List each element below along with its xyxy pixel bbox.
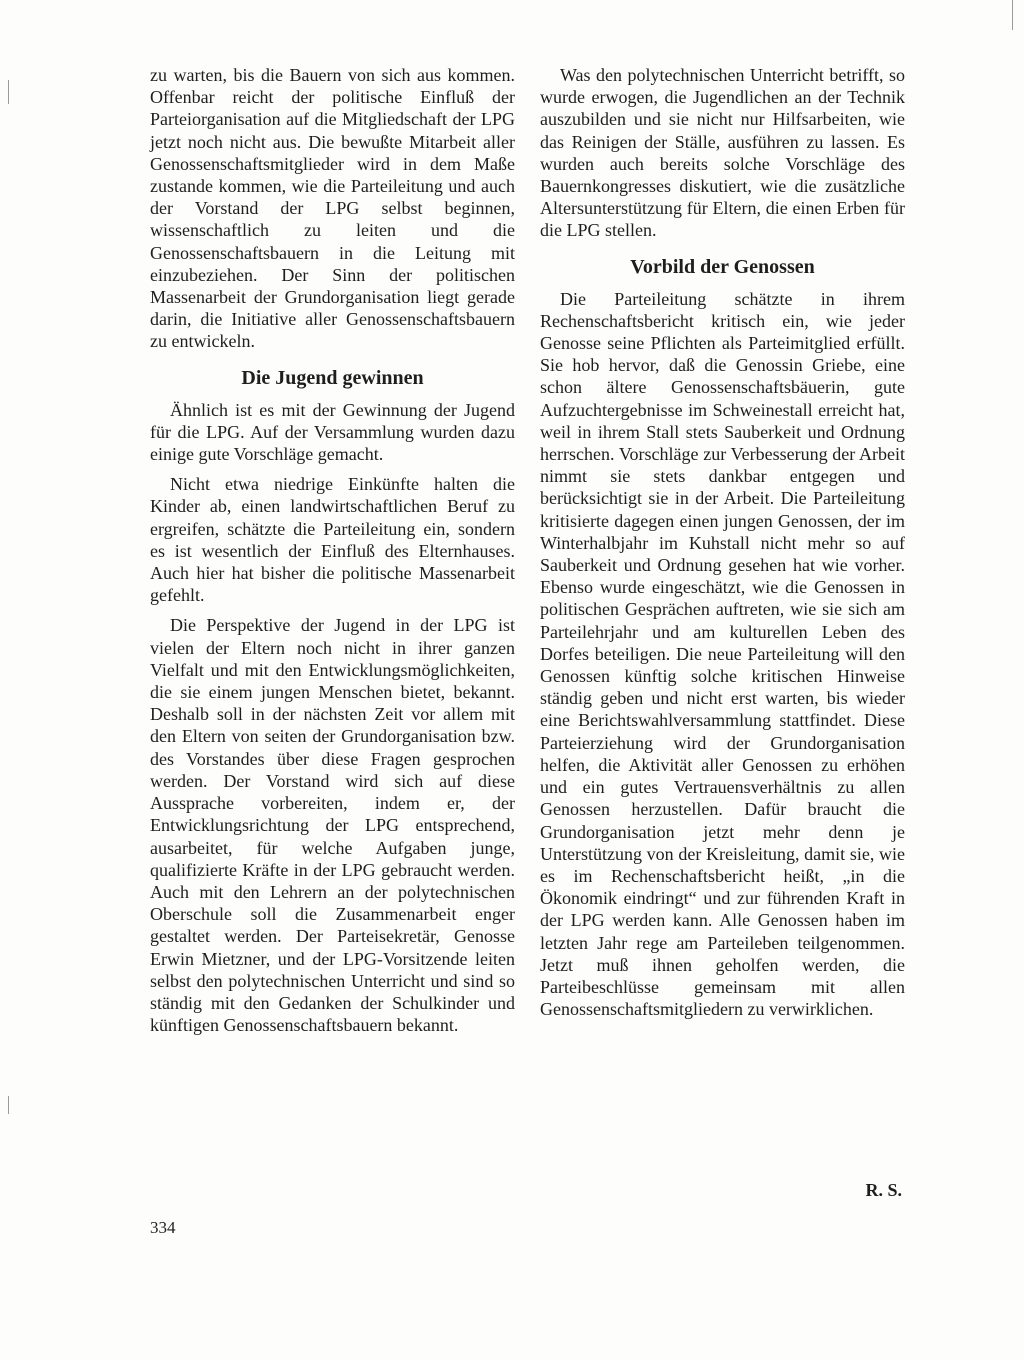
section-heading-vorbild: Vorbild der Genossen — [630, 255, 815, 278]
right-edge-mark — [1012, 0, 1013, 30]
left-edge-mark — [8, 1096, 9, 1114]
section-heading-jugend: Die Jugend gewinnen — [241, 366, 424, 389]
left-paragraph: Ähnlich ist es mit der Gewinnung der Jugend für die LPG. Auf der Versammlung wurden dazu einige gute Vorschläge gemacht. — [150, 399, 515, 465]
left-intro-paragraph: zu warten, bis die Bauern von sich aus kommen. Offenbar reicht der politische Einfluß der Parteiorganisation auf die Mitgliedschaft der LPG jetzt noch nicht aus. Die bewußte Mitarbeit aller Genossenschaftsmitglieder wird in dem Maße zustande kommen, wie die Parteileitung und auch der Vorstand der LPG selbst beginnen, wissenschaftlich zu leiten und die Genossenschaftsbauern in die Leitung mit einzubeziehen. Der Sinn der politischen Massenarbeit der Grundorganisation liegt gerade darin, die Initiative aller Genossenschaftsbauern zu entwickeln. — [150, 65, 515, 352]
left-paragraph: Die Perspektive der Jugend in der LPG ist vielen der Eltern noch nicht in ihrer ganzen Vielfalt und mit den Entwicklungsmöglichkeiten, die sie einem jungen Menschen bietet, bekannt. Deshalb soll in der nächsten Zeit vor allem mit den Eltern von seiten der Grundorganisation bzw. des Vorstandes über diese Fragen gesprochen werden. Der Vorstand wird sich auf diese Aussprache vorbereiten, indem er, der Entwicklungsrichtung der LPG entsprechend, ausarbeitet, für welche Aufgaben junge, qualifizierte Kräfte in der LPG gebraucht werden. Auch mit den Lehrern an der polytechnischen Oberschule soll die Zusammenarbeit enger gestaltet werden. Der Parteisekretär, Genosse Erwin Mietzner, und der LPG-Vorsitzende leiten selbst den polytechnischen Unterricht und sind so ständig mit den Gedanken der Schulkinder und künftigen Genossenschaftsbauern bekannt. — [150, 615, 515, 1036]
right-column — [540, 64, 905, 1020]
right-intro-paragraph: Was den polytechnischen Unterricht betrifft, so wurde erwogen, die Jugendlichen an der Technik auszubilden und sie nicht nur Hilfsarbeiten, wie das Reinigen der Ställe, ausführen zu lassen. Es wurden auch bereits solche Vorschläge des Bauernkongresses diskutiert, wie die zusätzliche Altersunterstützung für Eltern, die einen Erben für die LPG stellen. — [540, 65, 905, 241]
page-number: 334 — [150, 1218, 176, 1237]
right-paragraph: Die Parteileitung schätzte in ihrem Rechenschaftsbericht kritisch ein, wie jeder Genosse seine Pflichten als Parteimitglied erfüllt. Sie hob hervor, daß die Genossin Griebe, eine schon ältere Genossenschaftsbäuerin, gute Aufzuchtergebnisse im Schweinestall erreicht hat, weil in ihrem Stall stets Sauberkeit und Ordnung herrschen. Vorschläge zur Verbesserung der Arbeit nimmt sie stets dankbar entgegen und berücksichtigt sie in der Arbeit. Die Parteileitung kritisierte dagegen einen jungen Genossen, der im Winterhalbjahr im Kuhstall nicht mehr so auf Sauberkeit und Ordnung gesehen hat wie vorher. Ebenso wurde eingeschätzt, wie die Genossen in politischen Gesprächen auftreten, wie sie sich am Parteilehrjahr und am kulturellen Leben des Dorfes beteiligen. Die neue Parteileitung will den Genossen künftig solche kritischen Hinweise ständig geben und nicht erst warten, bis wieder eine Berichtswahlversammlung stattfindet. Diese Parteierziehung wird der Grundorganisation helfen, die Aktivität aller Genossen zu erhöhen und ein gutes Vertrauensverhältnis zu allen Genossen herzustellen. Dafür braucht die Grundorganisation jetzt mehr denn je Unterstützung von der Kreisleitung, damit sie, wie es im Rechenschaftsbericht heißt, „in die Ökonomik eindringt“ und zur führenden Kraft in der LPG werden kann. Alle Genossen haben im letzten Jahr rege am Parteileben teilgenommen. Jetzt muß ihnen geholfen werden, die Parteibeschlüsse gemeinsam mit allen Genossenschaftsmitgliedern zu verwirklichen. — [540, 288, 905, 1020]
author-signature: R. S. — [865, 1180, 902, 1200]
left-paragraph: Nicht etwa niedrige Einkünfte halten die Kinder ab, einen landwirtschaftlichen Beruf zu ergreifen, schätzte die Parteileitung ein, sondern es ist wesentlich der Einfluß des Elternhauses. Auch hier hat bisher die politische Massenarbeit gefehlt. — [150, 474, 515, 606]
left-column — [150, 64, 515, 1036]
left-edge-mark — [8, 80, 9, 104]
